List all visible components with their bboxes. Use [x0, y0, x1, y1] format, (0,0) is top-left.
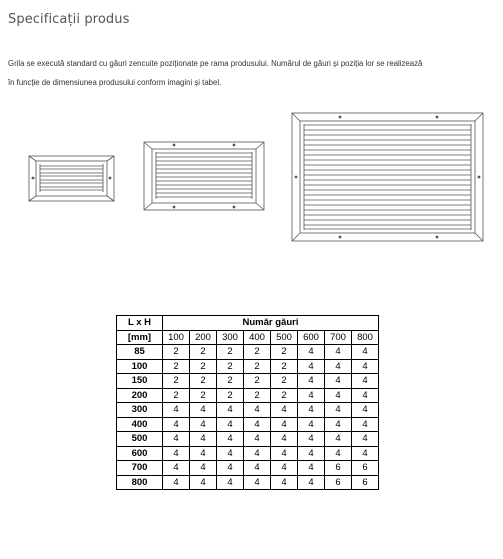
table-cell: 4 — [298, 403, 325, 418]
table-cell: 4 — [190, 403, 217, 418]
table-cell: 4 — [271, 475, 298, 490]
table-cell: 2 — [271, 374, 298, 389]
table-cell: 2 — [163, 374, 190, 389]
table-cell: 2 — [244, 345, 271, 360]
table-cell: 4 — [298, 345, 325, 360]
column-header: 300 — [217, 330, 244, 345]
table-cell: 4 — [271, 432, 298, 447]
row-header: 400 — [117, 417, 163, 432]
table-cell: 4 — [352, 417, 379, 432]
table-cell: 2 — [217, 359, 244, 374]
table-cell: 4 — [325, 359, 352, 374]
table-cell: 2 — [217, 345, 244, 360]
column-header: 600 — [298, 330, 325, 345]
column-header: 800 — [352, 330, 379, 345]
table-cell: 2 — [244, 388, 271, 403]
table-cell: 4 — [298, 446, 325, 461]
description-line-2: în funcție de dimensiunea produsului conform imagini și tabel. — [8, 78, 222, 87]
grille-small-diagram — [29, 156, 114, 201]
table-row — [117, 432, 379, 447]
table-cell: 2 — [244, 374, 271, 389]
table-cell: 4 — [352, 345, 379, 360]
table-cell: 4 — [190, 461, 217, 476]
row-header: 200 — [117, 388, 163, 403]
column-header: 400 — [244, 330, 271, 345]
table-cell: 4 — [190, 417, 217, 432]
table-cell: 4 — [244, 461, 271, 476]
table-cell: 4 — [298, 432, 325, 447]
table-cell: 2 — [163, 345, 190, 360]
table-cell: 4 — [325, 388, 352, 403]
table-cell: 4 — [163, 417, 190, 432]
table-cell: 2 — [190, 388, 217, 403]
table-cell: 4 — [352, 374, 379, 389]
group-header: Număr găuri — [163, 316, 379, 331]
column-header: 200 — [190, 330, 217, 345]
grille-medium-diagram — [144, 142, 264, 210]
row-header: 800 — [117, 475, 163, 490]
table-cell: 6 — [352, 475, 379, 490]
table-cell: 4 — [298, 417, 325, 432]
grille-large-diagram — [292, 113, 483, 241]
table-cell: 4 — [244, 475, 271, 490]
table-row — [117, 475, 379, 490]
column-header: 500 — [271, 330, 298, 345]
table-cell: 2 — [217, 388, 244, 403]
table-cell: 4 — [298, 461, 325, 476]
table-row — [117, 345, 379, 360]
table-row — [117, 388, 379, 403]
description — [8, 54, 500, 92]
table-cell: 4 — [217, 461, 244, 476]
table-cell: 4 — [352, 403, 379, 418]
table-cell: 4 — [244, 432, 271, 447]
table-cell: 4 — [163, 432, 190, 447]
row-header: 85 — [117, 345, 163, 360]
table-row — [117, 374, 379, 389]
table-cell: 4 — [217, 446, 244, 461]
table-cell: 4 — [217, 432, 244, 447]
table-cell: 4 — [325, 403, 352, 418]
table-cell: 2 — [271, 345, 298, 360]
table-cell: 2 — [271, 388, 298, 403]
table-cell: 4 — [352, 359, 379, 374]
table-cell: 4 — [271, 403, 298, 418]
column-header: 700 — [325, 330, 352, 345]
table-cell: 2 — [271, 359, 298, 374]
table-cell: 2 — [217, 374, 244, 389]
table-cell: 4 — [217, 475, 244, 490]
column-header-row — [117, 330, 379, 345]
table-cell: 4 — [244, 403, 271, 418]
table-cell: 6 — [325, 461, 352, 476]
table-cell: 2 — [244, 359, 271, 374]
table-cell: 4 — [298, 388, 325, 403]
table-cell: 4 — [325, 417, 352, 432]
table-cell: 4 — [190, 446, 217, 461]
row-header: 700 — [117, 461, 163, 476]
table-cell: 4 — [352, 446, 379, 461]
table-cell: 2 — [190, 359, 217, 374]
table-cell: 4 — [190, 475, 217, 490]
table-cell: 4 — [244, 417, 271, 432]
table-row — [117, 403, 379, 418]
table-cell: 4 — [352, 388, 379, 403]
holes-table — [116, 315, 379, 490]
description-line-1: Grila se execută standard cu găuri zencuite poziționate pe rama produsului. Numărul de găuri și poziția lor se realizează — [8, 59, 423, 68]
table-cell: 4 — [298, 475, 325, 490]
table-cell: 4 — [325, 374, 352, 389]
corner-top: L x H — [117, 316, 163, 331]
table-cell: 4 — [163, 446, 190, 461]
corner-bottom: [mm] — [117, 330, 163, 345]
table-cell: 4 — [271, 446, 298, 461]
table-cell: 4 — [325, 432, 352, 447]
row-header: 600 — [117, 446, 163, 461]
table-cell: 4 — [352, 432, 379, 447]
page-title: Specificații produs — [8, 12, 130, 27]
column-header: 100 — [163, 330, 190, 345]
table-cell: 4 — [271, 417, 298, 432]
table-cell: 4 — [190, 432, 217, 447]
table-cell: 4 — [217, 403, 244, 418]
table-cell: 2 — [163, 359, 190, 374]
table-cell: 4 — [325, 345, 352, 360]
table-cell: 4 — [325, 446, 352, 461]
table-cell: 4 — [163, 475, 190, 490]
table-cell: 6 — [325, 475, 352, 490]
table-cell: 6 — [352, 461, 379, 476]
table-cell: 4 — [244, 446, 271, 461]
row-header: 100 — [117, 359, 163, 374]
grille-diagrams — [0, 100, 503, 250]
table-cell: 2 — [163, 388, 190, 403]
table-row — [117, 359, 379, 374]
table-row — [117, 461, 379, 476]
table-cell: 4 — [163, 403, 190, 418]
row-header: 300 — [117, 403, 163, 418]
table-cell: 4 — [163, 461, 190, 476]
table-cell: 2 — [190, 345, 217, 360]
table-cell: 4 — [271, 461, 298, 476]
table-row — [117, 446, 379, 461]
table-row — [117, 417, 379, 432]
table-cell: 2 — [190, 374, 217, 389]
table-cell: 4 — [298, 374, 325, 389]
table-cell: 4 — [298, 359, 325, 374]
table-cell: 4 — [217, 417, 244, 432]
row-header: 500 — [117, 432, 163, 447]
row-header: 150 — [117, 374, 163, 389]
